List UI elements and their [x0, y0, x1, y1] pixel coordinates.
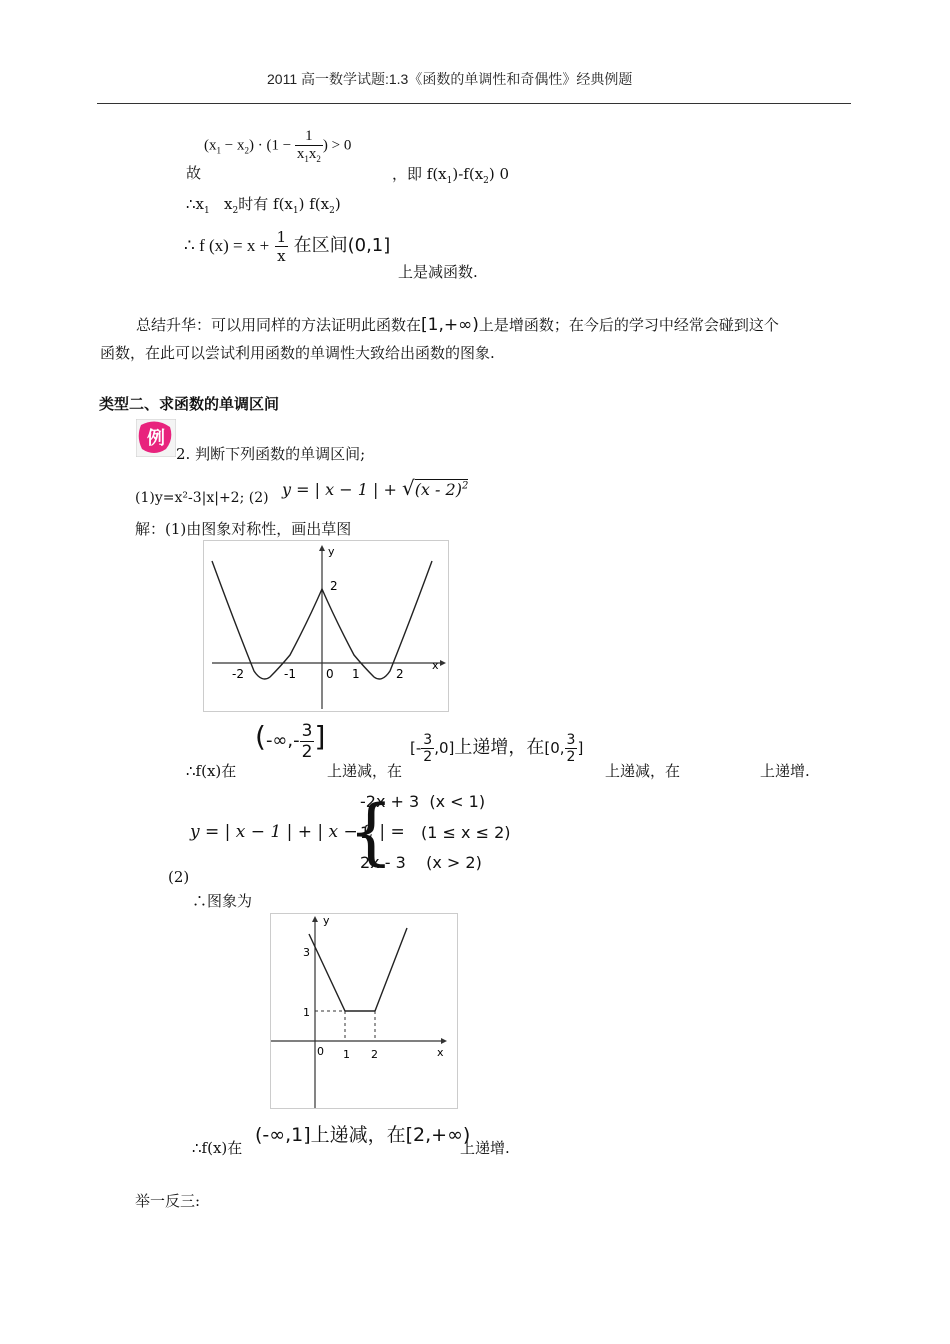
therefore-line: $\therefore x_1$ $x_2$时有 $f(x_1)$ $f(x_2)$	[186, 195, 341, 216]
graph1-tick-2: 2	[396, 667, 404, 681]
result1-dec: 上递减，在	[327, 762, 403, 780]
piecewise-case-3: 2x - 3 (x > 2)	[360, 853, 482, 872]
result1-dec2: 上递减，在	[605, 762, 681, 780]
graph1-tick-m2: -2	[232, 667, 244, 681]
graph2-tick-0: 0	[317, 1045, 324, 1058]
piecewise-case-1: -2x + 3 (x < 1)	[360, 792, 486, 811]
graph1-xlabel: x	[432, 659, 439, 672]
graph2-xlabel: x	[437, 1046, 444, 1059]
piecewise-brace: {	[348, 789, 394, 873]
result2-prefix: ∴f(x)在	[192, 1139, 243, 1157]
graph-1	[203, 540, 449, 712]
graph2-ylabel: y	[323, 914, 330, 927]
graph2-tick-2: 2	[371, 1048, 378, 1061]
graph1-tick-m1: -1	[284, 667, 296, 681]
svg-text:例: 例	[147, 428, 165, 449]
summary-line-1: 总结升华：可以用同样的方法证明此函数在[1,+∞)上是增函数；在今后的学习中经常会碰到这个	[136, 315, 779, 335]
result1-interval-2: [- $\frac{3}{2}$ ,0]上递增，在[0, $\frac{3}{2}$ ]	[410, 732, 584, 765]
section-title: 类型二、求函数的单调区间	[99, 395, 280, 413]
graph2-intro: ∴图象为	[192, 892, 253, 910]
graph2-ytick-3: 3	[303, 946, 310, 959]
example-statement: 2. 判断下列函数的单调区间;	[176, 445, 366, 463]
piecewise-lhs: y = | x − 1 | + | x − 2 | =	[190, 822, 405, 842]
example-parts: (1)y=x²-3|x|+2; (2)	[135, 490, 269, 506]
result1-interval-1: (-∞,- $\frac{3}{2}$ ]	[255, 720, 326, 762]
example-badge-icon	[136, 419, 176, 457]
result2-suffix: 上递增.	[460, 1139, 510, 1157]
jyfs-label: 举一反三:	[135, 1192, 201, 1210]
part2-label: (2)	[168, 868, 190, 886]
fx-decreasing-statement: ∴ f (x) = x + $\frac{1}{x}$ 在区间(0,1]	[184, 228, 391, 265]
summary-line-2: 函数，在此可以尝试利用函数的单调性大致给出函数的图象.	[100, 344, 495, 362]
page-header-title: 2011 高一数学试题:1.3《函数的单调性和奇偶性》经典例题	[267, 71, 633, 87]
graph2-curve	[309, 928, 407, 1011]
header-rule	[97, 103, 851, 104]
graph1-tick-0: 0	[326, 667, 334, 681]
graph1-ylabel: y	[328, 545, 335, 558]
graph1-ytick: 2	[330, 579, 338, 593]
solution-intro: 解：(1)由图象对称性，画出草图	[135, 520, 352, 538]
result1-prefix: ∴f(x)在	[186, 762, 237, 780]
gu-label: 故	[186, 164, 202, 182]
result1-inc: 上递增.	[760, 762, 810, 780]
jianhanshu-text: 上是减函数.	[398, 263, 478, 281]
piecewise-case-2: 1 (1 ≤ x ≤ 2)	[360, 823, 511, 842]
result2-formula: (-∞,1]上递减，在[2,+∞)	[255, 1124, 471, 1146]
jifx-statement: ，即 $f(x_1)-f(x_2)$ 0	[392, 165, 510, 186]
graph1-tick-1: 1	[352, 667, 360, 681]
graph2-ytick-1: 1	[303, 1006, 310, 1019]
part2-formula: y = | x − 1 | + √(x - 2)$^2$	[282, 476, 469, 500]
graph2-tick-1: 1	[343, 1048, 350, 1061]
graph-2	[270, 913, 458, 1109]
proof-inequality: $(x_1 - x_2) \cdot (1$ − $\frac{1}{x_1x_2}$ ) > 0	[204, 128, 352, 164]
